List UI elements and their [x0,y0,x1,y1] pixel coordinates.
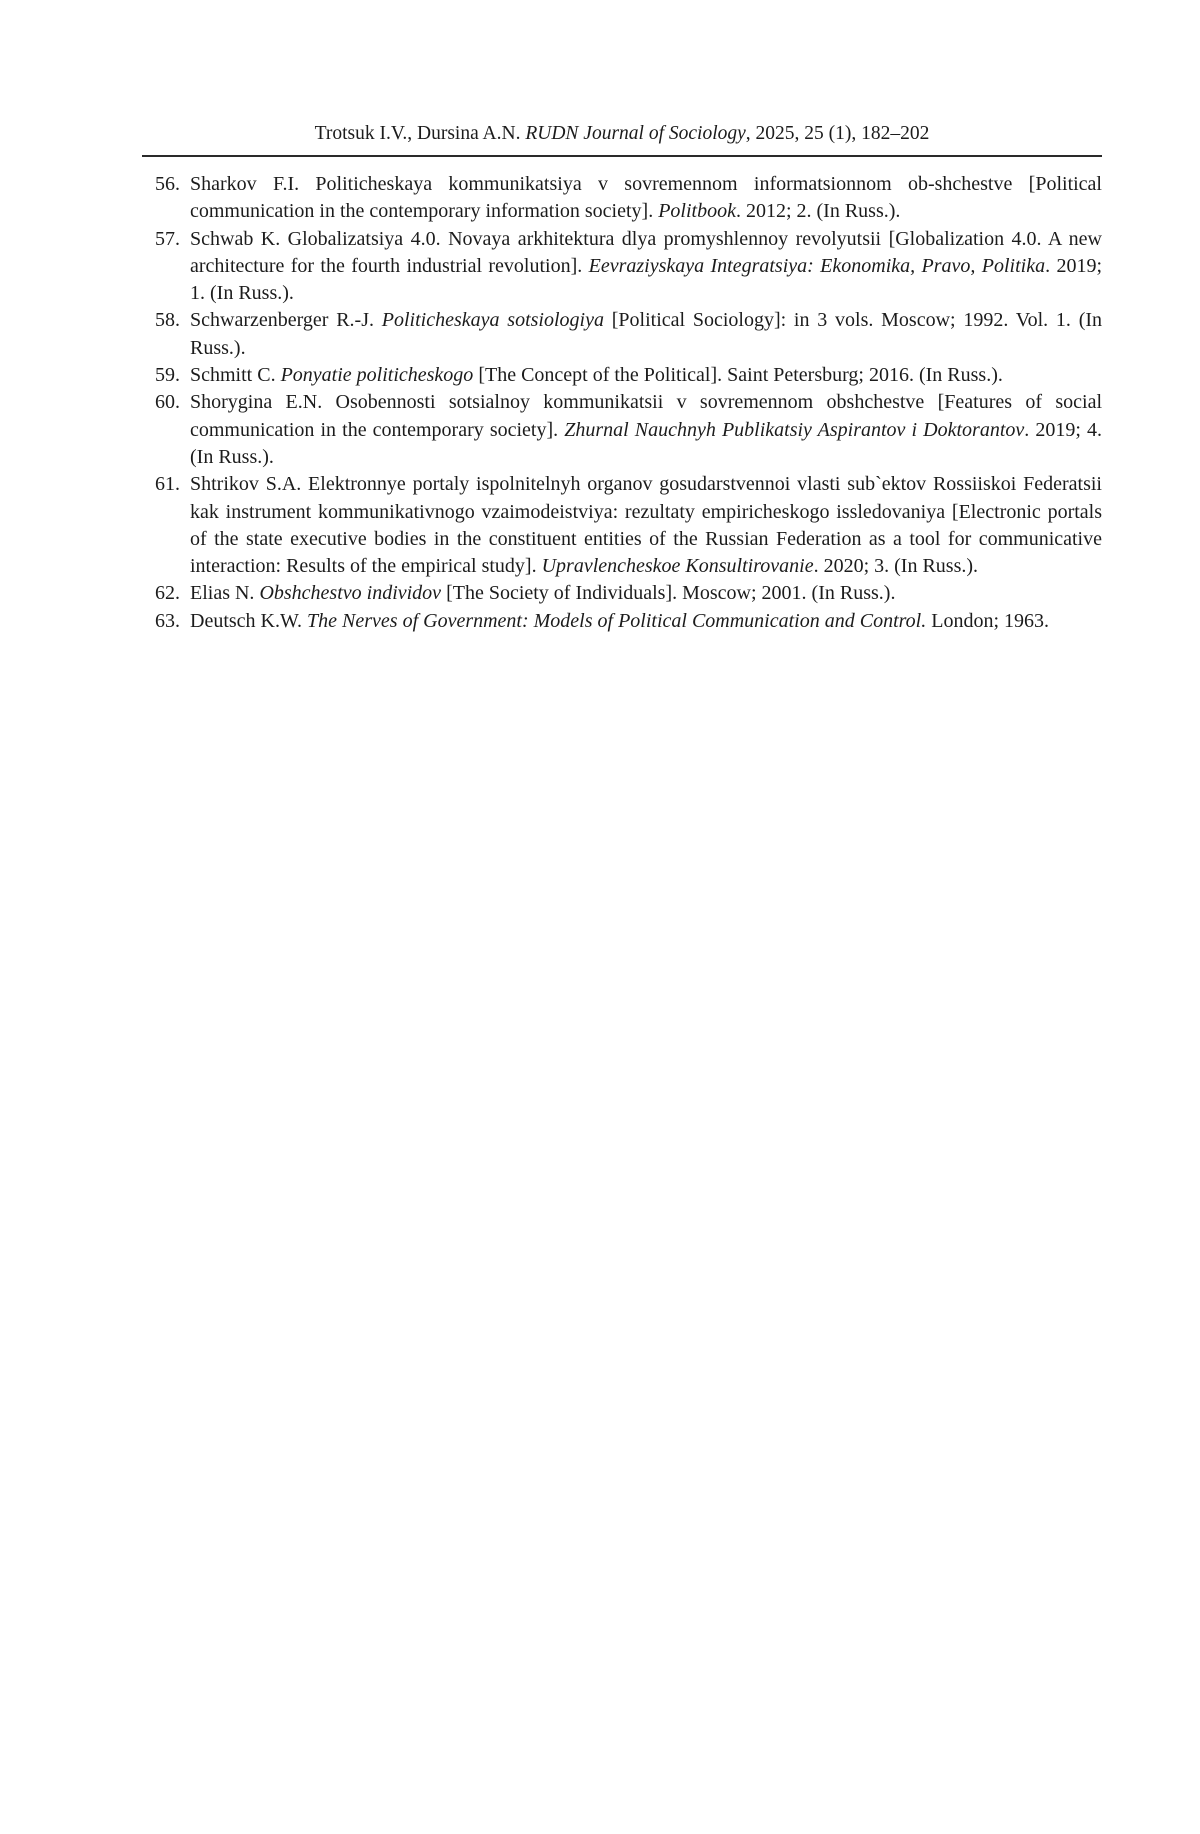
reference-text-segment: Zhurnal Nauchnyh Publikatsiy Aspirantov i Doktorantov [564,418,1025,441]
reference-item [142,389,1102,471]
reference-text-segment: Upravlencheskoe Konsultirovanie [541,555,814,578]
reference-text-segment: [Political Sociology]: in 3 vols. Moscow; 1992. Vol. 1. (In Russ.). [190,309,1103,359]
reference-text-segment: [The Concept of the Political]. Saint Petersburg; 2016. (In Russ.). [473,364,1003,387]
reference-item [142,171,1102,226]
reference-text-segment: . 2019; 4. (In Russ.). [190,418,1102,468]
reference-text-segment: Politicheskaya sotsiologiya [381,309,604,332]
running-header-authors: Trotsuk I.V., Dursina A.N. [314,123,526,144]
reference-number: 63. [155,609,180,632]
running-header-issue: , 2025, 25 (1), 182–202 [745,123,930,144]
reference-number: 59. [155,364,180,387]
reference-text-segment: [The Society of Individuals]. Moscow; 2001. (In Russ.). [441,582,896,605]
reference-number: 60. [155,391,180,414]
page-content [142,122,1102,635]
reference-text-segment: Shtrikov S.A. Elektronnye portaly ispolnitelnyh organov gosudarstvennoi vlasti sub`ektov Rossiiskoi Federatsii kak instrument kommunikativnogo vzaimodeistviya: rezultaty empiricheskogo issledovaniya [Electronic portals of the state executive bodies in the constituent entities of the Russian Federation as a tool for communicative interaction: Results of the empirical study]. [190,473,1102,578]
header-rule [142,155,1102,157]
reference-text-segment: Elias N. [190,582,260,605]
reference-text-segment: The Nerves of Government: Models of Political Communication and Control. [307,609,927,632]
reference-number: 62. [155,582,180,605]
reference-text-segment: . 2019; 1. (In Russ.). [190,254,1102,305]
reference-text-segment: Deutsch K.W. [190,609,308,632]
reference-text-segment: Sharkov F.I. Politicheskaya kommunikatsiya v sovremennom informatsionnom ob-shchestve [Political communication in the contemporary information society]. [190,173,1102,223]
reference-text-segment: Obshchestvo individov [259,582,442,605]
reference-item [142,226,1102,308]
reference-number: 58. [155,309,180,332]
reference-text-segment: . 2020; 3. (In Russ.). [813,555,979,578]
reference-text-segment: . 2012; 2. (In Russ.). [735,200,901,223]
reference-text-segment: Shorygina E.N. Osobennosti sotsialnoy kommunikatsii v sovremennom obshchestve [Features of social communication in the contemporary society]. [190,391,1102,441]
reference-text-segment: Ponyatie politicheskogo [280,364,474,387]
references-list [142,171,1102,635]
reference-text-segment: Schwab K. Globalizatsiya 4.0. Novaya arkhitektura dlya promyshlennoy revolyutsii [Globalization 4.0. A new architecture for the fourth industrial revolution]. [190,227,1102,277]
reference-number: 57. [155,227,180,250]
running-header-journal: RUDN Journal of Sociology [525,123,746,144]
running-header [142,122,1102,146]
reference-text-segment: Eevraziyskaya Integratsiya: Ekonomika, Pravo, Politika [588,254,1046,277]
reference-item [142,362,1102,389]
reference-text-segment: Schwarzenberger R.-J. [190,309,382,332]
reference-item [142,471,1102,580]
reference-text-segment: Schmitt C. [190,364,281,387]
reference-text-segment: London; 1963. [926,609,1050,632]
reference-number: 61. [155,473,180,496]
reference-item [142,307,1102,362]
reference-text-segment: Politbook [658,200,736,223]
reference-item [142,580,1102,607]
reference-number: 56. [155,173,180,195]
reference-item [142,608,1102,635]
